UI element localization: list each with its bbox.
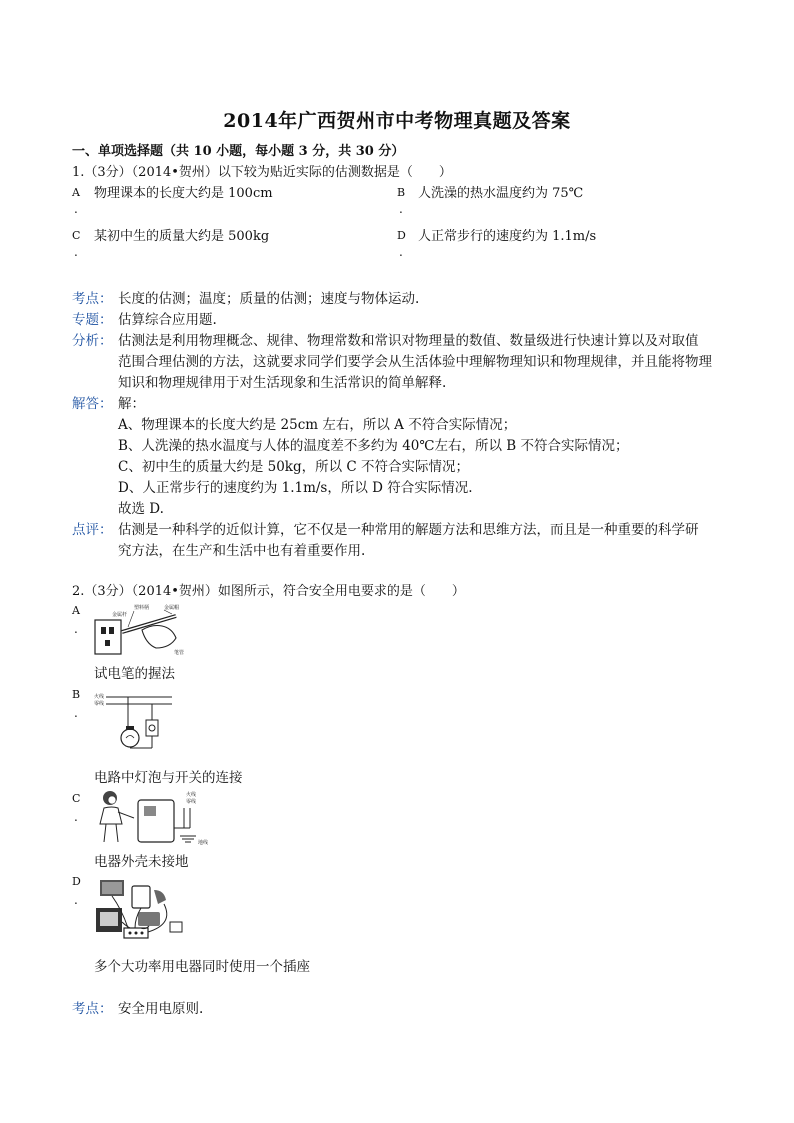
q1-jieda-line: C、初中生的质量大约是 50kg，所以 C 不符合实际情况； [118,459,470,475]
figa-label-plastic-handle: 塑料柄 [134,605,150,611]
figa-label-metal-cap: 金属帽 [164,605,180,611]
q1-jieda-label: 解答： [72,396,113,412]
section-heading: 一、单项选择题（共 10 小题，每小题 3 分，共 30 分） [72,144,405,159]
option-dot: . [74,622,78,636]
figb-label-live-wire: 火线 [94,694,105,700]
q1-option-a-text: 物理课本的长度大约是 100cm [94,186,273,201]
q2-kaodian-label: 考点： [72,1001,113,1017]
q1-jieda-line: B、人洗澡的热水温度与人体的温度差不多约为 40℃左右，所以 B 不符合实际情况； [118,438,629,454]
q1-fenxi-line: 知识和物理规律用于对生活现象和生活常识的简单解释. [118,375,447,391]
option-dot: . [74,893,78,907]
q1-fenxi-label: 分析： [72,333,113,349]
figa-label-pen-tube: 笔管 [174,650,185,656]
q1-stem: 1.（3分）（2014•贺州）以下较为贴近实际的估测数据是（ ） [72,165,452,180]
q1-zhuanti-label: 专题： [72,312,113,328]
q1-option-b-letter: B [397,186,406,199]
q2-option-a-letter: A [72,604,80,617]
figc-label-ground-wire: 地线 [198,840,209,846]
q1-jieda-line: 解： [118,396,145,412]
q2-stem: 2.（3分）（2014•贺州）如图所示，符合安全用电要求的是（ ） [72,584,465,599]
q2-option-c-caption: 电器外壳未接地 [94,854,189,870]
option-dot: . [399,202,403,216]
q1-jieda-line: A、物理课本的长度大约是 25cm 左右，所以 A 不符合实际情况； [118,417,517,433]
q1-dianping-line: 估测是一种科学的近似计算，它不仅是一种常用的解题方法和思维方法，而且是一种重要的科学研 [118,522,699,538]
q1-jieda-line: D、人正常步行的速度约为 1.1m/s，所以 D 符合实际情况. [118,480,473,496]
option-dot: . [74,706,78,720]
figc-label-live-wire: 火线 [186,792,197,798]
figc-label-neutral-wire: 零线 [186,799,197,805]
tester-pen-figure [92,602,188,658]
q1-option-a-letter: A [72,186,80,199]
option-dot: . [74,810,78,824]
q2-option-c-letter: C [72,792,81,805]
q1-kaodian-text: 长度的估测；温度；质量的估测；速度与物体运动. [118,291,420,307]
q1-dianping-line: 究方法，在生产和生活中也有着重要作用. [118,543,366,559]
q2-kaodian-text: 安全用电原则. [118,1001,204,1017]
option-dot: . [74,245,78,259]
q2-option-d-letter: D [72,875,81,888]
overloaded-socket-figure [94,878,186,944]
q1-option-c-letter: C [72,229,81,242]
page-title: 2014年广西贺州市中考物理真题及答案 [223,110,571,132]
q2-option-d-caption: 多个大功率用电器同时使用一个插座 [94,959,310,975]
q1-fenxi-line: 范围合理估测的方法，这就要求同学们要学会从生活体验中理解物理知识和物理规律，并且能将物理 [118,354,712,370]
q1-dianping-label: 点评： [72,522,113,538]
q1-zhuanti-text: 估算综合应用题. [118,312,217,328]
option-dot: . [74,202,78,216]
q2-option-b-caption: 电路中灯泡与开关的连接 [94,770,243,786]
appliance-not-grounded-figure [94,786,218,848]
q1-option-c-text: 某初中生的质量大约是 500kg [94,229,270,244]
figb-label-neutral-wire: 零线 [94,701,105,707]
q1-option-d-letter: D [397,229,406,242]
q1-option-b-text: 人洗澡的热水温度约为 75℃ [418,186,584,201]
bulb-switch-circuit-figure [92,690,174,756]
q1-jieda-line: 故选 D. [118,501,164,517]
q1-fenxi-line: 估测法是利用物理概念、规律、物理常数和常识对物理量的数值、数量级进行快速计算以及对取值 [118,333,699,349]
q1-kaodian-label: 考点： [72,291,113,307]
option-dot: . [399,245,403,259]
q1-option-d-text: 人正常步行的速度约为 1.1m/s [418,229,597,244]
figa-label-metal-rod: 金属杆 [112,612,128,618]
q2-option-b-letter: B [72,688,81,701]
q2-option-a-caption: 试电笔的握法 [94,666,175,682]
